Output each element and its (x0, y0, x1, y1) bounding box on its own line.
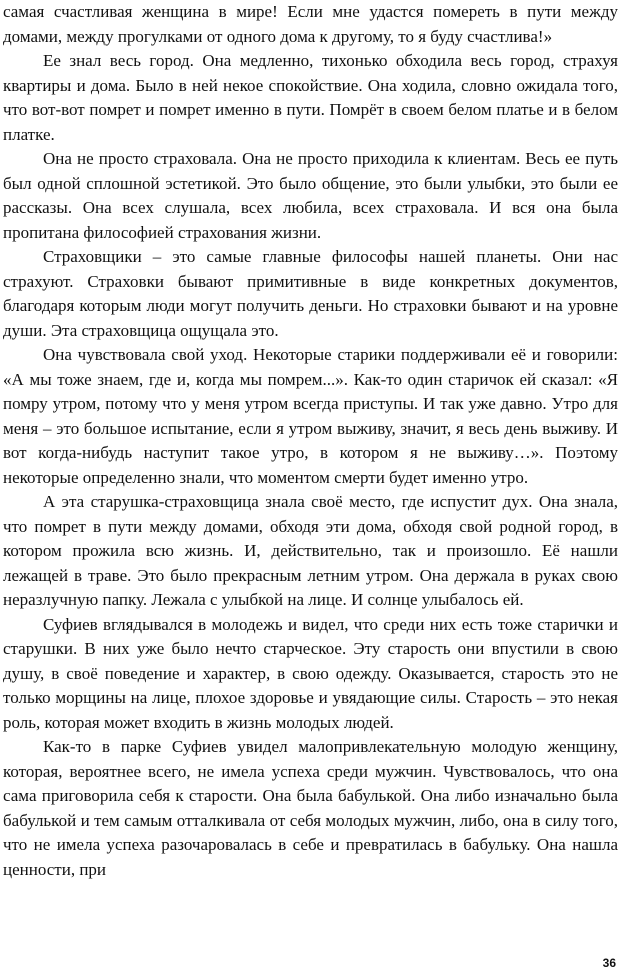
paragraph: Она не просто страховала. Она не просто приходила к клиентам. Весь ее путь был одной сплошной эстетикой. Это было общение, это были улыбки, это были ее рассказы. Она всех слушала, всех любила, всех страховала. И вся она была пропитана философией страхования жизни. (3, 149, 618, 242)
paragraph-continued: самая счастливая женщина в мире! Если мне удастся помереть в пути между домами, между прогулками от одного дома к другому, то я буду счастлива!» (3, 2, 618, 46)
paragraph: А эта старушка-страховщица знала своё место, где испустит дух. Она знала, что помрет в пути между домами, обходя эти дома, обходя свой родной город, в котором прожила всю жизнь. И, действительно, так и произошло. Её нашли лежащей в траве. Это было прекрасным летним утром. Она держала в руках свою неразлучную папку. Лежала с улыбкой на лице. И солнце улыбалось ей. (3, 492, 618, 609)
paragraph: Суфиев вглядывался в молодежь и видел, что среди них есть тоже старички и старушки. В них уже было нечто старческое. Эту старость они впустили в свою душу, в своё поведение и характер, в свою одежду. Оказывается, старость это не только морщины на лице, плохое здоровье и увядающие силы. Старость – это некая роль, которая может входить в жизнь молодых людей. (3, 614, 618, 732)
paragraph: Она чувствовала свой уход. Некоторые старики поддерживали её и говорили: «А мы тоже знаем, где и, когда мы помрем...». Как-то один старичок ей сказал: «Я помру утром, потому что у меня утром всегда приступы. И так уже давно. Утро для меня – это большое испытание, если я утром выживу, значит, я весь день выживу. И вот когда-нибудь наступит такое утро, в котором я не выживу…». Поэтому некоторые определенно знали, что моментом смерти будет именно утро. (3, 345, 618, 487)
page-number: 36 (602, 956, 616, 970)
page-text (3, 0, 618, 882)
paragraph: Ее знал весь город. Она медленно, тихонько обходила весь город, страхуя квартиры и дома. Было в ней некое спокойствие. Она ходила, словно ожидала того, что вот-вот помрет и помрет именно в пути. Помрёт в своем белом платье и в белом платке. (3, 51, 618, 144)
paragraph: Как-то в парке Суфиев увидел малопривлекательную молодую женщину, которая, вероятнее всего, не имела успеха среди мужчин. Чувствовалось, что она сама приговорила себя к старости. Она была бабулькой. Она либо изначально была бабулькой и тем самым отталкивала от себя молодых мужчин, либо, она в силу того, что не имела успеха разочаровалась в себе и превратилась в бабульку. Она нашла ценности, при (3, 737, 618, 879)
paragraph: Страховщики – это самые главные философы нашей планеты. Они нас страхуют. Страховки бывают примитивные в виде конкретных документов, благодаря которым люди могут получить деньги. Но страховки бывают и на уровне души. Эта страховщица ощущала это. (3, 247, 618, 340)
